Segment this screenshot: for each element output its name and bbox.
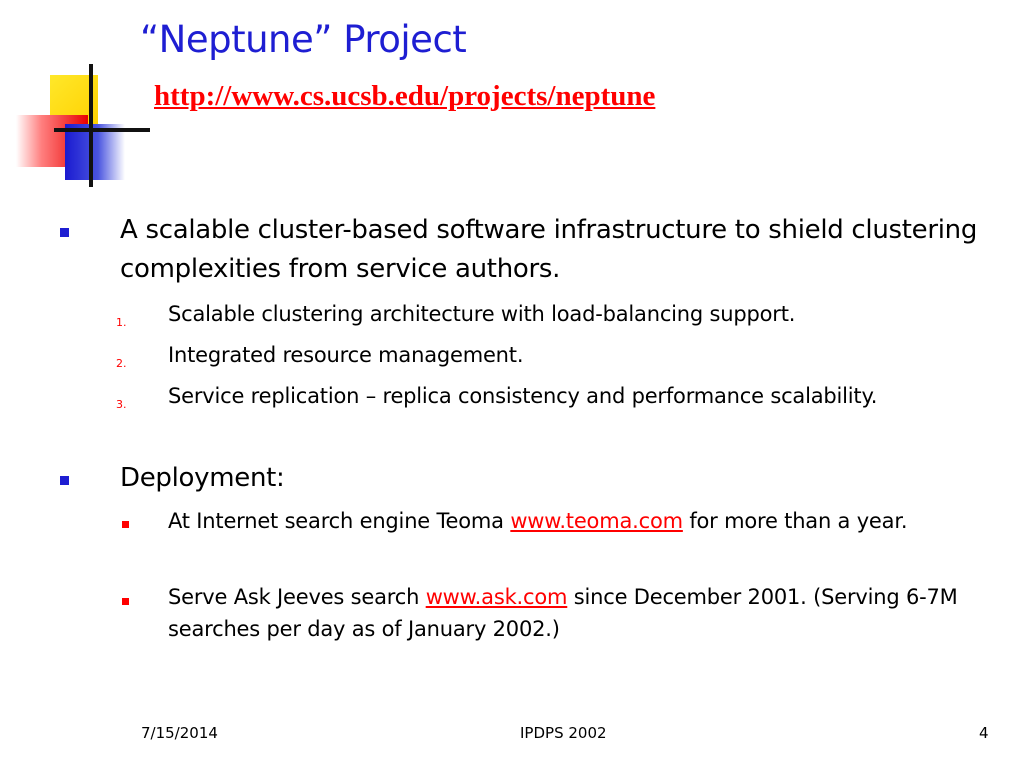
bullet-text: Deployment:	[120, 463, 285, 493]
bullet-square-icon	[60, 228, 69, 237]
text-segment: Serve Ask Jeeves search	[168, 585, 426, 609]
horizontal-line	[54, 128, 150, 132]
bullet-square-icon	[60, 476, 69, 485]
teoma-link[interactable]: www.teoma.com	[510, 509, 683, 533]
ask-link[interactable]: www.ask.com	[425, 585, 568, 609]
list-item-text: Scalable clustering architecture with load-balancing support.	[168, 302, 796, 326]
sub-bullet-square-icon	[122, 521, 129, 528]
list-item-text: Integrated resource management.	[168, 343, 524, 367]
list-number: 1.	[116, 316, 127, 329]
bullet-text: A scalable cluster-based software infrastructure to shield clustering complexities from service authors.	[120, 215, 978, 284]
footer-date: 7/15/2014	[141, 724, 218, 742]
text-segment: for more than a year.	[682, 509, 908, 533]
project-url-link[interactable]: http://www.cs.ucsb.edu/projects/neptune	[154, 80, 656, 112]
slide-title: “Neptune” Project	[140, 18, 467, 61]
blue-square	[65, 124, 125, 180]
text-segment: At Internet search engine Teoma	[168, 509, 511, 533]
footer-page-number: 4	[979, 724, 989, 742]
list-number: 3.	[116, 398, 127, 411]
sub-bullet-square-icon	[122, 598, 129, 605]
list-number: 2.	[116, 357, 127, 370]
vertical-line	[89, 64, 93, 187]
text-segment: since December 2001. (Serving 6-7M searches per day as of January 2002.)	[168, 585, 958, 641]
list-item-text	[168, 505, 958, 537]
list-item-text	[168, 581, 958, 645]
list-item-text: Service replication – replica consistency and performance scalability.	[168, 384, 878, 408]
footer-conference: IPDPS 2002	[520, 724, 607, 742]
slide-logo-decoration	[0, 0, 150, 190]
